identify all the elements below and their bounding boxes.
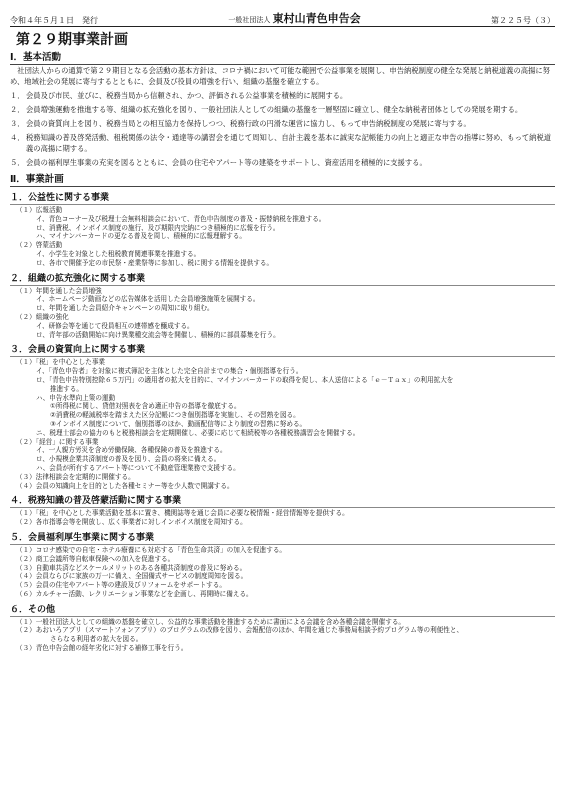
plan-line: （２）啓蒙活動 bbox=[16, 241, 63, 250]
basic-activity-item bbox=[10, 118, 555, 129]
subsection-heading: １．公益性に関する事業 bbox=[10, 192, 555, 205]
plan-line: 推進する。 bbox=[50, 384, 83, 393]
plan-line: ハ、マイナンバーカードの更なる普及を周し、積極的に広報理解する。 bbox=[36, 232, 246, 241]
basic-activity-item bbox=[10, 104, 555, 115]
plan-line: ニ、税理士部会の協力のもと税務相談会を定期開催し、必要に応じて相続税等の各種税務講習会を開催する。 bbox=[36, 428, 360, 437]
plan-line: イ、「青色申告者」を対象に複式簿記を主体とした完全自計までの集合・個別指導を行う。 bbox=[36, 367, 303, 376]
plan-line: （１）広報活動 bbox=[16, 206, 63, 214]
plan-line: ロ、青年部の活動開始に向け異業種交流会等を開催し、積極的に部員募集を行う。 bbox=[36, 330, 280, 339]
plan-line: （２）各市指導会等を開放し、広く事業者に対しインボイス制度を周知する。 bbox=[16, 518, 247, 527]
plan-line: ロ、消費税、インボイス制度の施行、及び期限内完納につき積極的に広報を行う。 bbox=[36, 223, 280, 232]
section-heading-basic: Ⅰ．基本活動 bbox=[10, 51, 555, 65]
plan-title: 第２９期事業計画 bbox=[16, 32, 128, 48]
plan-line: イ、ホームページ動画などの広告媒体を活用した会員増強施策を展開する。 bbox=[36, 295, 260, 304]
plan-line: さらなる利用者の拡大を図る。 bbox=[50, 635, 143, 644]
plan-line: （１）「税」を中心とした事業活動を基本に置き、機関誌等を通じ会員に必要な税情報・経営情報等を提供する。 bbox=[16, 509, 349, 518]
basic-activity-item bbox=[10, 132, 555, 154]
plan-line: ①所得税に関し、貸借対照表を含め適正申告の指導を徹底する。 bbox=[50, 402, 241, 411]
plan-line: （１）年間を通した会員増強 bbox=[16, 286, 102, 295]
plan-line: ロ、「青色申告特別控除６５万円」の適用者の拡大を目的に、マイナンバーカードの取得を促し、本人送信による「ｅ－Ｔａｘ」の利用拡大を bbox=[36, 375, 454, 384]
item-number: ５． bbox=[10, 158, 25, 167]
org-name: 東村山青色申告会 bbox=[272, 12, 361, 25]
plan-line: ロ、各市で開催予定の市民祭・産業祭等に参加し、税に関する情報を提供する。 bbox=[36, 258, 274, 267]
plan-line: ハ、会員が所有するアパート等について不動産管理業務で支援する。 bbox=[36, 463, 240, 472]
item-number: ４． bbox=[10, 133, 25, 142]
issue-number: 第２２５号（３） bbox=[490, 16, 555, 25]
plan-line: （４）会員の知識向上を目的とした各種セミナー等を少人数で開講する。 bbox=[16, 481, 234, 490]
organization bbox=[228, 10, 360, 26]
plan-line: ③インボイス制度について、個別指導のほか、動画配信等により制度の習熟に努める。 bbox=[50, 419, 307, 428]
plan-line: （１）「税」を中心とした事業 bbox=[16, 358, 106, 367]
plan-line: （４）会員ならびに家族の万一に備え、全国備式サービスの制度周知を図る。 bbox=[16, 572, 248, 581]
plan-line: （３）自動車共済などスケールメリットのある各種共済制度の普及に努める。 bbox=[16, 563, 247, 572]
item-number: ２． bbox=[10, 105, 25, 114]
plan-line: （３）法律相談会を定期的に開催する。 bbox=[16, 472, 135, 481]
plan-line: イ、小学生を対象とした租税教育関連事業を推進する。 bbox=[36, 249, 201, 258]
item-number: １． bbox=[10, 91, 25, 100]
item-text: 会員及び市民、並びに、税務当局から信頼され、かつ、評価される公益事業を積極的に展開する。 bbox=[26, 91, 348, 100]
subsection-heading: ４．税務知識の普及啓蒙活動に関する事業 bbox=[10, 495, 555, 508]
item-text: 会員増強運動を推進する等、組織の拡充強化を図り、一般社団法人としての組織の基盤を一層堅固に確立し、健全な納税者団体としての発展を期する。 bbox=[26, 105, 523, 114]
subsection-heading: ６．その他 bbox=[10, 604, 555, 617]
org-prefix: 一般社団法人 bbox=[228, 16, 271, 24]
plan-line: （１）コロナ感染での自宅・ホテル療養にも対応する「青色生命共済」の加入を促進する。 bbox=[16, 545, 287, 554]
basic-activity-item bbox=[10, 157, 555, 168]
item-text: 税務知識の普及啓発活動、租税関係の法令・通達等の講習会を通じて周知し、自計主義を基本に誠実な記帳能力の向上と適正な申告の指導に努め、もって納税道義の高揚に期する。 bbox=[26, 133, 552, 153]
plan-line: イ、一人親方労災を含め労働保険、各種保険の普及を推進する。 bbox=[36, 446, 227, 455]
plan-line: ②消費税の軽減税率を踏まえた区分記帳につき個別指導を実施し、その習熟を図る。 bbox=[50, 411, 300, 420]
page-header bbox=[10, 0, 555, 27]
issue-date: 令和４年５月１日 発行 bbox=[10, 16, 98, 25]
plan-line: （２）あおいろアプリ（スマートフォンアプリ）のプログラムの改修を図り、会報配信のほか、年間を通じた事務局相談予約プログラム等の利便性と、 bbox=[16, 626, 464, 635]
plan-line: （３）青色申告会館の経年劣化に対する補修工事を行う。 bbox=[16, 644, 188, 653]
plan-line: （２）「経営」に関する事業 bbox=[16, 437, 99, 446]
business-plan bbox=[10, 192, 555, 653]
plan-line: ハ、申告水準向上策の運動 bbox=[36, 393, 116, 402]
section-heading-plan: Ⅱ．事業計画 bbox=[10, 173, 555, 187]
item-text: 会員の福利厚生事業の充実を図るとともに、会員の住宅やアパート等の建築をサポートし、資産活用を積極的に支援する。 bbox=[26, 158, 427, 167]
subsection-heading: ３．会員の資質向上に関する事業 bbox=[10, 344, 555, 357]
subsection-heading: ２．組織の拡充強化に関する事業 bbox=[10, 273, 555, 286]
plan-line: （２）組織の強化 bbox=[16, 312, 69, 321]
basic-activity-item bbox=[10, 90, 555, 101]
subsection-heading: ５．会員福利厚生事業に関する事業 bbox=[10, 532, 555, 545]
plan-line: （６）カルチャー活動、レクリエーション事業などを企画し、再開時に備える。 bbox=[16, 589, 253, 598]
plan-line: （２）商工会議所等自転車保険への加入を促進する。 bbox=[16, 554, 175, 563]
basic-activity-list bbox=[10, 90, 555, 168]
plan-line: （５）会員の住宅やアパート等の建設及びリフォームをサポートする。 bbox=[16, 581, 226, 590]
plan-line: イ、研修会等を通じて役員相互の連帯感を醸成する。 bbox=[36, 321, 194, 330]
plan-line: ロ、年間を通した会員紹介キャンペーンの周知に取り組む。 bbox=[36, 304, 214, 313]
plan-line: ロ、小規模企業共済制度の普及を図り、会員の将来に備える。 bbox=[36, 455, 221, 464]
plan-line: （１）一般社団法人としての組織の基盤を確立し、公益的な事業活動を推進するために書面による会議を含め各種会議を開催する。 bbox=[16, 617, 406, 626]
plan-line: イ、青色コーナー及び税理士会無料相談会において、青色申告制度の普及・振替納税を推進する。 bbox=[36, 214, 326, 223]
item-number: ３． bbox=[10, 119, 25, 128]
basic-policy-intro: 社団法人からの通算で第２９期目となる会活動の基本方針は、コロナ禍において可能な範囲で公益事業を展開し、申告納税制度の健全な発展と納税道義の高揚に努め、地域社会の発展に寄与するとともに、会員及び役員の増強を行い、組織の基盤を確立する。 bbox=[10, 66, 550, 86]
item-text: 会員の資質向上を図り、税務当局との相互協力を保持しつつ、税務行政の円滑な運営に協力し、もって申告納税制度の発展に寄与する。 bbox=[26, 119, 471, 128]
